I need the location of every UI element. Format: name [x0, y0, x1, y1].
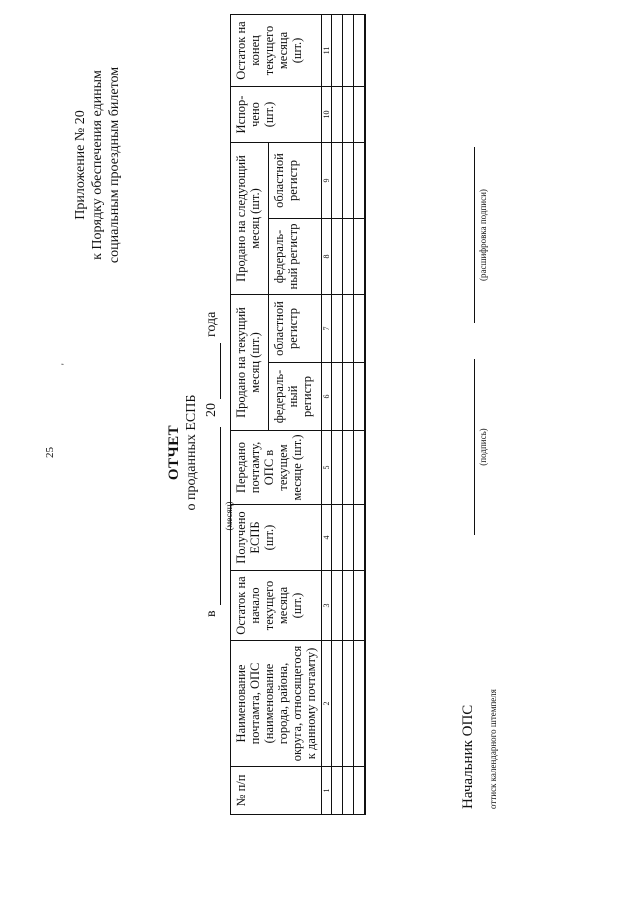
year-prefix: 20 — [204, 403, 219, 417]
column-number: 10 — [322, 86, 332, 142]
table-row — [332, 14, 343, 814]
header-transferred: Передано почтамту, ОПС в текущем месяце (шт.) — [231, 431, 322, 505]
header-federal-current: федераль-ный регистр — [268, 363, 321, 431]
period-prefix: в — [204, 610, 219, 617]
annex-line-2: к Порядку обеспечения единым — [90, 70, 105, 260]
column-number: 11 — [322, 14, 332, 86]
signature-line — [474, 359, 475, 535]
header-name: Наименование почтамта, ОПС (наименование города, района, округа, относящегося к данному почтамту) — [231, 641, 322, 767]
table-row — [343, 14, 354, 814]
header-received: Получено ЕСПБ (шт.) — [231, 505, 322, 571]
annex-reference — [72, 5, 123, 325]
year-blank-line — [220, 343, 221, 399]
table-row — [354, 14, 366, 814]
header-regional-current: областной регистр — [268, 295, 321, 363]
header-sold-next: Продано на следующий месяц (шт.) — [231, 142, 269, 294]
stray-mark: ' — [60, 363, 70, 365]
column-number: 5 — [322, 431, 332, 505]
decoding-caption: (расшифровка подписи) — [478, 189, 488, 281]
signature-caption: (подпись) — [478, 428, 488, 466]
page-number: 25 — [44, 447, 56, 458]
column-number: 1 — [322, 767, 332, 815]
header-num: № п/п — [231, 767, 322, 815]
column-number: 7 — [322, 295, 332, 363]
stamp-note: оттиск календарного штемпеля — [488, 689, 498, 809]
signatory-position: Начальник ОПС — [460, 704, 476, 809]
column-number: 8 — [322, 219, 332, 295]
header-start-balance: Остаток на начало текущего месяца (шт.) — [231, 571, 322, 641]
header-regional-next: областной регистр — [268, 142, 321, 218]
report-subtitle: о проданных ЕСПБ — [184, 394, 199, 511]
column-number: 6 — [322, 363, 332, 431]
column-number: 4 — [322, 505, 332, 571]
column-number: 2 — [322, 641, 332, 767]
header-sold-current: Продано на текущий месяц (шт.) — [231, 295, 269, 431]
annex-line-1: Приложение № 20 — [73, 110, 88, 220]
header-federal-next: федераль-ный регистр — [268, 219, 321, 295]
column-number: 3 — [322, 571, 332, 641]
report-title: ОТЧЕТ — [166, 424, 182, 481]
column-number-row — [322, 14, 332, 814]
header-spoiled: Испор-чено (шт.) — [231, 86, 322, 142]
column-number: 9 — [322, 142, 332, 218]
header-row-1 — [231, 14, 269, 814]
year-suffix: года — [204, 311, 219, 337]
month-blank-line — [220, 427, 221, 605]
report-table — [230, 14, 366, 815]
header-end-balance: Остаток на конец текущего месяца (шт.) — [231, 14, 322, 86]
decoding-line — [474, 147, 475, 323]
annex-line-3: социальным проездным билетом — [107, 66, 122, 264]
month-caption: (месяц) — [224, 501, 234, 531]
